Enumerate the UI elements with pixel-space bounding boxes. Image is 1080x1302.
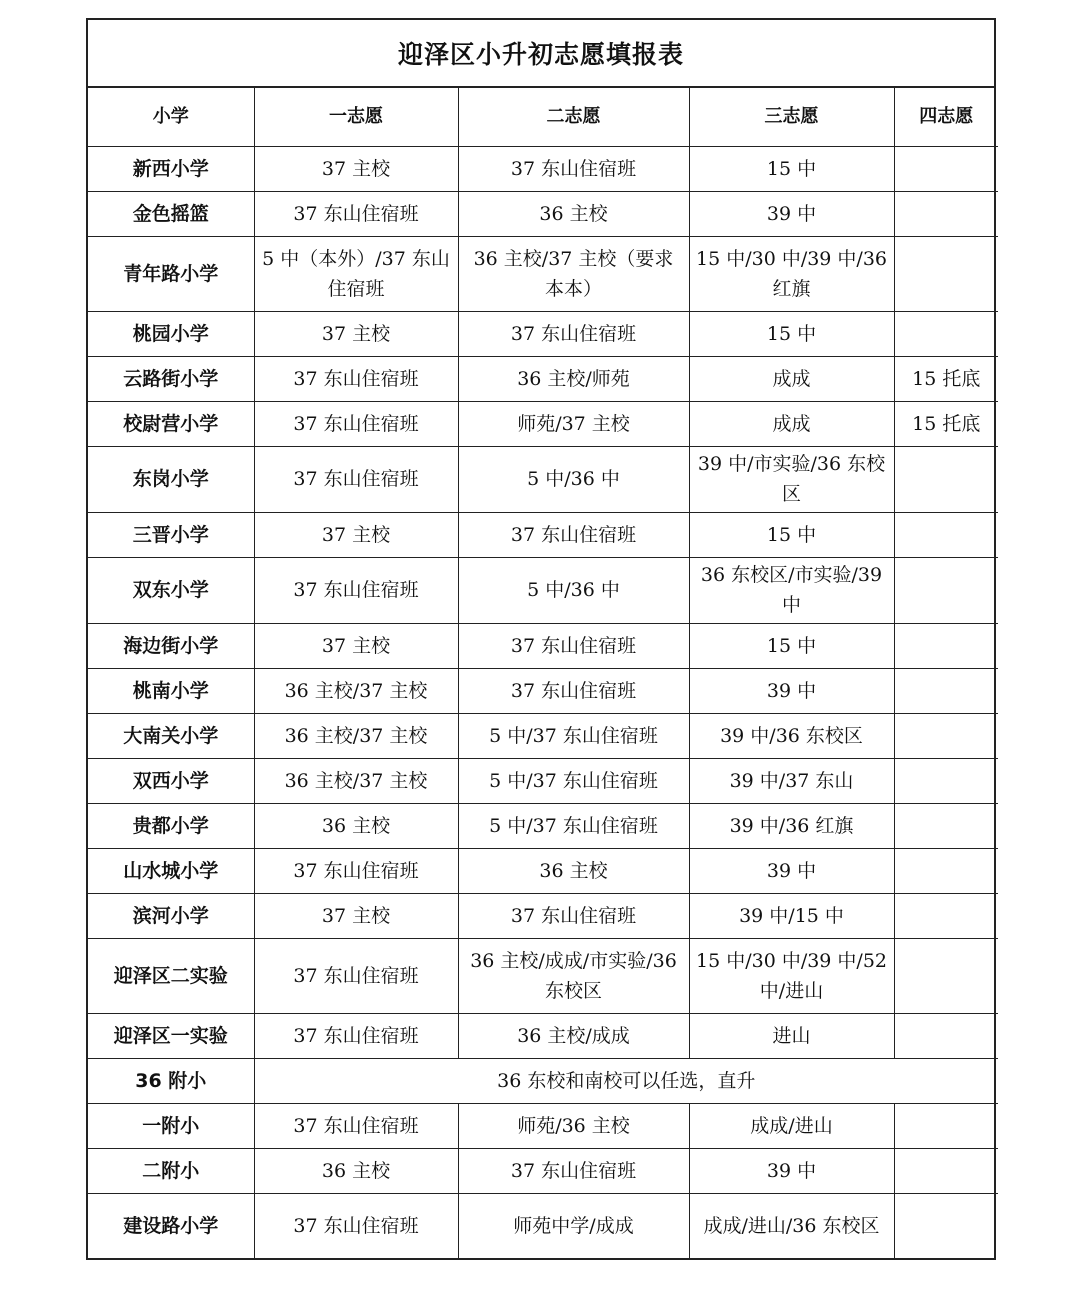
table-row bbox=[88, 401, 998, 446]
choice-3-cell: 成成/进山 bbox=[689, 1103, 894, 1148]
choice-2-cell: 37 东山住宿班 bbox=[458, 146, 689, 191]
table-row bbox=[88, 1013, 998, 1058]
choice-2-cell: 36 主校 bbox=[458, 191, 689, 236]
choice-2-cell: 37 东山住宿班 bbox=[458, 311, 689, 356]
table-row bbox=[88, 1193, 998, 1259]
school-name: 贵都小学 bbox=[88, 803, 254, 848]
choice-2-cell: 5 中/36 中 bbox=[458, 446, 689, 512]
table-row bbox=[88, 191, 998, 236]
school-name: 海边街小学 bbox=[88, 623, 254, 668]
choice-4-cell bbox=[894, 938, 998, 1013]
school-name: 建设路小学 bbox=[88, 1193, 254, 1259]
header-school: 小学 bbox=[88, 88, 254, 146]
table-row bbox=[88, 236, 998, 311]
choice-2-cell: 37 东山住宿班 bbox=[458, 623, 689, 668]
choice-2-cell: 5 中/37 东山住宿班 bbox=[458, 713, 689, 758]
choice-3-cell: 15 中 bbox=[689, 623, 894, 668]
choice-4-cell bbox=[894, 668, 998, 713]
choice-3-cell: 15 中/30 中/39 中/36 红旗 bbox=[689, 236, 894, 311]
choice-1-cell: 37 主校 bbox=[254, 623, 458, 668]
choice-3-cell: 39 中 bbox=[689, 668, 894, 713]
school-name: 云路街小学 bbox=[88, 356, 254, 401]
school-name: 双西小学 bbox=[88, 758, 254, 803]
choice-1-cell: 37 主校 bbox=[254, 893, 458, 938]
choice-4-cell bbox=[894, 146, 998, 191]
choice-1-cell: 5 中（本外）/37 东山住宿班 bbox=[254, 236, 458, 311]
choice-2-cell: 36 主校/37 主校（要求本本） bbox=[458, 236, 689, 311]
school-name: 桃南小学 bbox=[88, 668, 254, 713]
table-row bbox=[88, 1148, 998, 1193]
choices-table bbox=[88, 88, 998, 1259]
choice-2-cell: 5 中/36 中 bbox=[458, 557, 689, 623]
choice-1-cell: 37 东山住宿班 bbox=[254, 401, 458, 446]
school-name: 校尉营小学 bbox=[88, 401, 254, 446]
choice-3-cell: 36 东校区/市实验/39 中 bbox=[689, 557, 894, 623]
choice-1-cell: 37 东山住宿班 bbox=[254, 1193, 458, 1259]
choice-4-cell bbox=[894, 623, 998, 668]
choice-3-cell: 成成 bbox=[689, 356, 894, 401]
choice-4-cell bbox=[894, 311, 998, 356]
choice-1-cell: 36 主校 bbox=[254, 803, 458, 848]
choice-2-cell: 37 东山住宿班 bbox=[458, 1148, 689, 1193]
choice-4-cell bbox=[894, 1013, 998, 1058]
choice-2-cell: 37 东山住宿班 bbox=[458, 512, 689, 557]
choice-1-cell: 36 主校/37 主校 bbox=[254, 668, 458, 713]
choice-1-cell: 36 主校 bbox=[254, 1148, 458, 1193]
choice-2-cell: 师苑/37 主校 bbox=[458, 401, 689, 446]
choice-1-cell: 36 主校/37 主校 bbox=[254, 713, 458, 758]
choice-1-cell: 36 主校/37 主校 bbox=[254, 758, 458, 803]
school-name: 一附小 bbox=[88, 1103, 254, 1148]
choice-3-cell: 15 中/30 中/39 中/52 中/进山 bbox=[689, 938, 894, 1013]
choice-4-cell bbox=[894, 758, 998, 803]
school-name: 桃园小学 bbox=[88, 311, 254, 356]
table-row bbox=[88, 713, 998, 758]
table-row bbox=[88, 668, 998, 713]
choice-2-cell: 师苑中学/成成 bbox=[458, 1193, 689, 1259]
table-row bbox=[88, 446, 998, 512]
table-title: 迎泽区小升初志愿填报表 bbox=[88, 20, 994, 88]
header-row bbox=[88, 88, 998, 146]
table-row bbox=[88, 146, 998, 191]
header-choice-2: 二志愿 bbox=[458, 88, 689, 146]
choice-2-cell: 师苑/36 主校 bbox=[458, 1103, 689, 1148]
choice-4-cell bbox=[894, 713, 998, 758]
school-name: 新西小学 bbox=[88, 146, 254, 191]
school-name: 迎泽区一实验 bbox=[88, 1013, 254, 1058]
choice-2-cell: 5 中/37 东山住宿班 bbox=[458, 758, 689, 803]
choice-3-cell: 39 中 bbox=[689, 191, 894, 236]
choice-4-cell bbox=[894, 557, 998, 623]
school-name: 双东小学 bbox=[88, 557, 254, 623]
choice-3-cell: 39 中 bbox=[689, 1148, 894, 1193]
school-name: 东岗小学 bbox=[88, 446, 254, 512]
choice-2-cell: 37 东山住宿班 bbox=[458, 668, 689, 713]
choice-1-cell: 37 东山住宿班 bbox=[254, 938, 458, 1013]
choice-4-cell bbox=[894, 803, 998, 848]
choice-4-cell bbox=[894, 1103, 998, 1148]
choice-1-cell: 37 主校 bbox=[254, 512, 458, 557]
choice-1-cell: 37 东山住宿班 bbox=[254, 356, 458, 401]
choice-4-cell bbox=[894, 191, 998, 236]
table-row bbox=[88, 1058, 998, 1103]
choice-1-cell: 37 东山住宿班 bbox=[254, 557, 458, 623]
school-name: 金色摇篮 bbox=[88, 191, 254, 236]
table-row bbox=[88, 938, 998, 1013]
choice-1-cell: 37 东山住宿班 bbox=[254, 1103, 458, 1148]
choice-1-cell: 37 东山住宿班 bbox=[254, 446, 458, 512]
choice-3-cell: 39 中/36 红旗 bbox=[689, 803, 894, 848]
choice-1-cell: 37 东山住宿班 bbox=[254, 191, 458, 236]
table-row bbox=[88, 893, 998, 938]
choice-2-cell: 5 中/37 东山住宿班 bbox=[458, 803, 689, 848]
choice-3-cell: 39 中/37 东山 bbox=[689, 758, 894, 803]
school-name: 三晋小学 bbox=[88, 512, 254, 557]
choice-2-cell: 36 主校/师苑 bbox=[458, 356, 689, 401]
header-choice-1: 一志愿 bbox=[254, 88, 458, 146]
application-form-table bbox=[86, 18, 996, 1260]
choice-4-cell bbox=[894, 848, 998, 893]
choice-2-cell: 37 东山住宿班 bbox=[458, 893, 689, 938]
table-row bbox=[88, 512, 998, 557]
table-row bbox=[88, 848, 998, 893]
choice-3-cell: 39 中/15 中 bbox=[689, 893, 894, 938]
choice-2-cell: 36 主校/成成 bbox=[458, 1013, 689, 1058]
choice-3-cell: 15 中 bbox=[689, 311, 894, 356]
choice-2-cell: 36 主校/成成/市实验/36 东校区 bbox=[458, 938, 689, 1013]
table-row bbox=[88, 356, 998, 401]
school-name: 青年路小学 bbox=[88, 236, 254, 311]
choice-4-cell bbox=[894, 512, 998, 557]
choice-3-cell: 39 中/36 东校区 bbox=[689, 713, 894, 758]
choice-3-cell: 15 中 bbox=[689, 512, 894, 557]
choice-1-cell: 37 东山住宿班 bbox=[254, 848, 458, 893]
table-row bbox=[88, 1103, 998, 1148]
header-choice-3: 三志愿 bbox=[689, 88, 894, 146]
table-row bbox=[88, 311, 998, 356]
choice-3-cell: 成成/进山/36 东校区 bbox=[689, 1193, 894, 1259]
choice-4-cell bbox=[894, 236, 998, 311]
school-name: 二附小 bbox=[88, 1148, 254, 1193]
school-name: 大南关小学 bbox=[88, 713, 254, 758]
choice-4-cell bbox=[894, 446, 998, 512]
table-row bbox=[88, 557, 998, 623]
table-row bbox=[88, 803, 998, 848]
choice-4-cell: 15 托底 bbox=[894, 401, 998, 446]
choice-3-cell: 39 中 bbox=[689, 848, 894, 893]
choice-1-cell: 37 主校 bbox=[254, 146, 458, 191]
school-name: 迎泽区二实验 bbox=[88, 938, 254, 1013]
choice-3-cell: 进山 bbox=[689, 1013, 894, 1058]
choice-2-cell: 36 主校 bbox=[458, 848, 689, 893]
merged-note-cell: 36 东校和南校可以任选，直升 bbox=[254, 1058, 998, 1103]
choice-3-cell: 39 中/市实验/36 东校区 bbox=[689, 446, 894, 512]
choice-1-cell: 37 主校 bbox=[254, 311, 458, 356]
header-choice-4: 四志愿 bbox=[894, 88, 998, 146]
choice-4-cell bbox=[894, 1193, 998, 1259]
school-name: 36 附小 bbox=[88, 1058, 254, 1103]
choice-3-cell: 15 中 bbox=[689, 146, 894, 191]
choice-4-cell: 15 托底 bbox=[894, 356, 998, 401]
choice-4-cell bbox=[894, 893, 998, 938]
table-row bbox=[88, 758, 998, 803]
school-name: 滨河小学 bbox=[88, 893, 254, 938]
choice-3-cell: 成成 bbox=[689, 401, 894, 446]
choice-4-cell bbox=[894, 1148, 998, 1193]
table-row bbox=[88, 623, 998, 668]
choice-1-cell: 37 东山住宿班 bbox=[254, 1013, 458, 1058]
school-name: 山水城小学 bbox=[88, 848, 254, 893]
